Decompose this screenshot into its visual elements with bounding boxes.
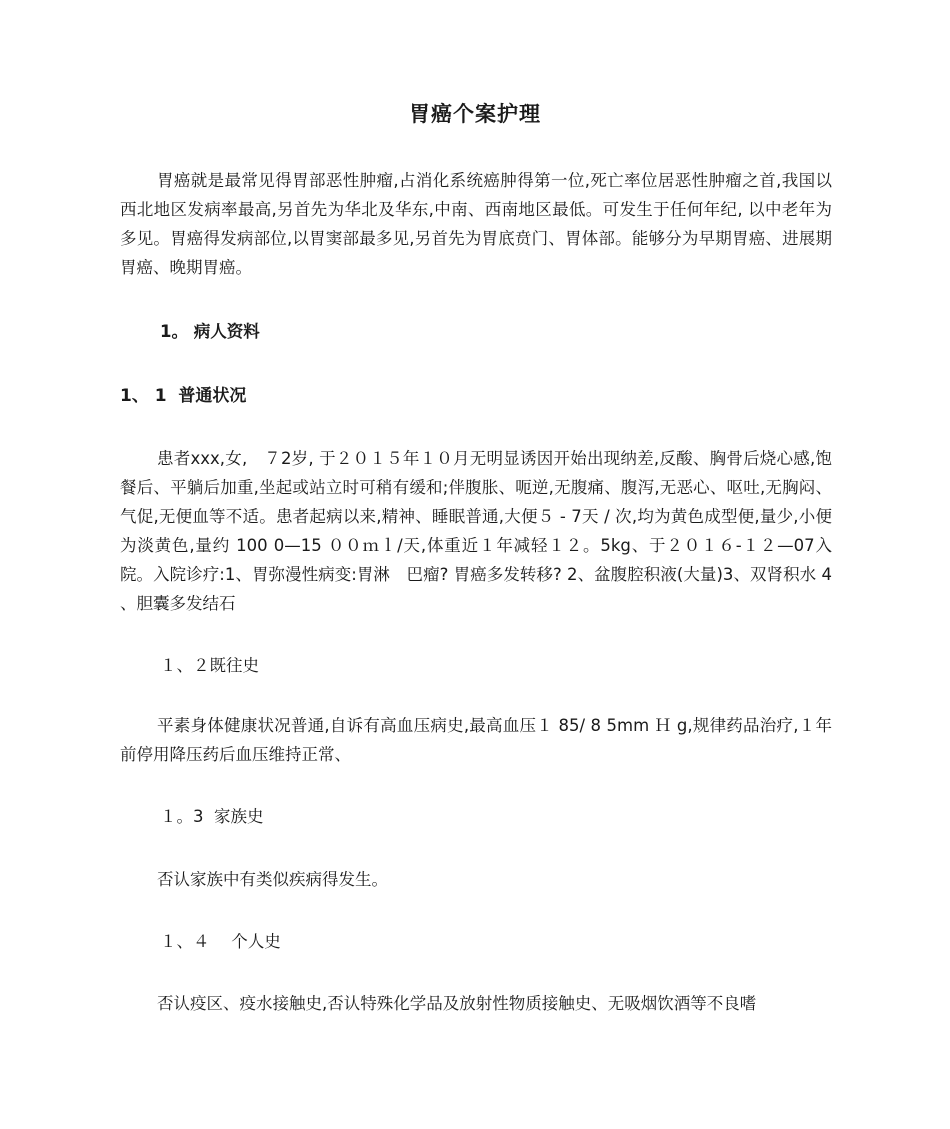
past-history-paragraph: 平素身体健康状况普通,自诉有高血压病史,最高血压１ 85/ 8 5mm Ｈ g,规律药品治疗,１年前停用降压药后血压维持正常、 [120,716,832,764]
section-heading-personal-history: １、４ 个人史 [160,932,281,951]
section-heading-patient-info: 1。 病人资料 [160,322,260,341]
section-heading-past-history: １、２既往史 [160,656,259,675]
personal-history-paragraph: 否认疫区、疫水接触史,否认特殊化学品及放射性物质接触史、无吸烟饮酒等不良嗜 [157,994,757,1013]
section-heading-family-history: １。3 家族史 [160,807,264,826]
section-heading-general-status: 1、 1 普通状况 [120,386,247,406]
family-history-paragraph: 否认家族中有类似疾病得发生。 [157,870,388,889]
intro-paragraph: 胃癌就是最常见得胃部恶性肿瘤,占消化系统癌肿得第一位,死亡率位居恶性肿瘤之首,我国以西北地区发病率最高,另首先为华北及华东,中南、西南地区最低。可发生于任何年纪, 以中老年为多见。胃癌得发病部位,以胃窦部最多见,另首先为胃底贲门、胃体部。能够分为早期胃癌、进展期胃癌、晚期胃癌。 [120,171,832,277]
general-status-paragraph: 患者xxx,女, ７2岁, 于２０１５年１０月无明显诱因开始出现纳差,反酸、胸骨后烧心感,饱餐后、平躺后加重,坐起或站立时可稍有缓和;伴腹胀、呃逆,无腹痛、腹泻,无恶心、呕吐,无胸闷、气促,无便血等不适。患者起病以来,精神、睡眠普通,大便５ - 7天 / 次,均为黄色成型便,量少,小便为淡黄色,量约 100 0—15 ００ｍｌ/天,体重近１年减轻１２。5kg、于２０１６-１２—07入院。入院诊疗:1、胃弥漫性病变:胃淋 巴瘤? 胃癌多发转移? 2、盆腹腔积液(大量)3、双肾积水 4 、胆囊多发结石 [120,449,832,613]
document-title: 胃癌个案护理 [409,102,541,126]
